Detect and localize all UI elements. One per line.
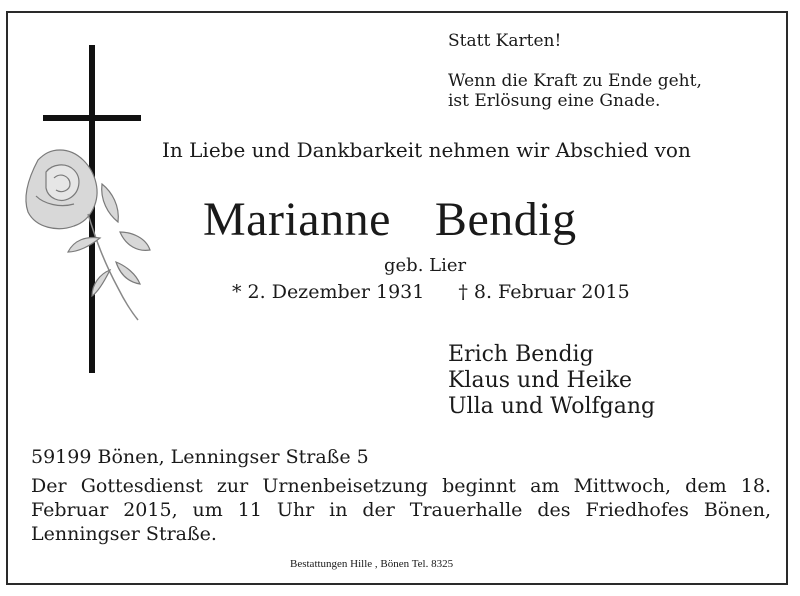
motto xyxy=(448,31,702,111)
undertaker-credit: Bestattungen Hille , Bönen Tel. 8325 xyxy=(290,558,454,570)
life-dates xyxy=(232,281,630,303)
service-announcement: Der Gottesdienst zur Urnenbeisetzung beginnt am Mittwoch, dem 18. Februar 2015, um 11 Uhr in der Trauerhalle des Friedhofes Bönen, Lenningser Straße. xyxy=(31,475,771,545)
mourner: Ulla und Wolfgang xyxy=(448,394,656,419)
mourner: Klaus und Heike xyxy=(448,368,633,393)
last-name: Bendig xyxy=(434,193,577,246)
mourners-list xyxy=(448,342,655,420)
intro-text: In Liebe und Dankbarkeit nehmen wir Abschied von xyxy=(162,138,691,162)
birth-date: * 2. Dezember 1931 xyxy=(232,281,425,303)
motto-line-2: ist Erlösung eine Gnade. xyxy=(448,91,661,111)
address: 59199 Bönen, Lenningser Straße 5 xyxy=(31,446,369,468)
deceased-name xyxy=(203,190,577,250)
first-name: Marianne xyxy=(203,193,391,246)
maiden-name: geb. Lier xyxy=(384,255,467,276)
rose-icon xyxy=(26,150,150,320)
motto-heading: Statt Karten! xyxy=(448,31,562,51)
death-date: † 8. Februar 2015 xyxy=(458,281,630,303)
motto-line-1: Wenn die Kraft zu Ende geht, xyxy=(448,71,702,91)
mourner: Erich Bendig xyxy=(448,342,594,367)
